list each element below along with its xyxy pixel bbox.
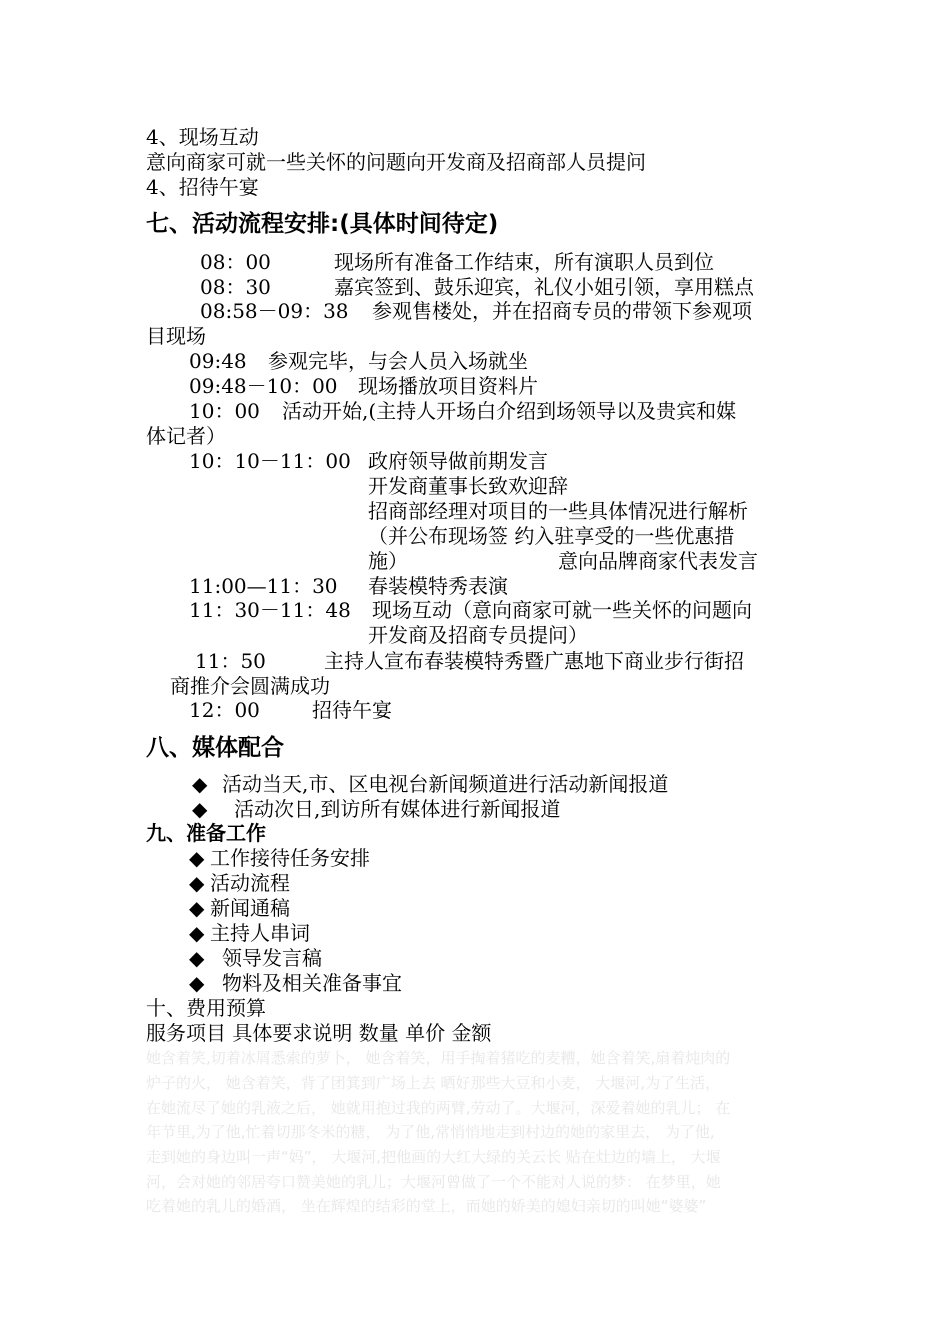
schedule-time: 08：00 [200, 250, 271, 274]
prep-item: 工作接待任务安排 [210, 846, 370, 870]
schedule-desc: 现场所有准备工作结束，所有演职人员到位 [334, 250, 714, 274]
section-7-title: 七、活动流程安排:(具体时间待定) [146, 211, 499, 237]
schedule-desc: 政府领导做前期发言 [368, 449, 548, 473]
schedule-time: 09:48－10：00 [189, 374, 338, 398]
schedule-desc: 现场互动（意向商家可就一些关怀的问题向 [372, 598, 752, 622]
diamond-bullet-icon: ◆ [192, 797, 208, 821]
diamond-bullet-icon: ◆ [189, 896, 205, 920]
schedule-desc-cont: 开发商董事长致欢迎辞 [368, 474, 568, 498]
diamond-bullet-icon: ◆ [192, 772, 208, 796]
media-item: 活动次日,到访所有媒体进行新闻报道 [234, 797, 561, 821]
diamond-bullet-icon: ◆ [189, 846, 205, 870]
media-item: 活动当天,市、区电视台新闻频道进行活动新闻报道 [222, 772, 669, 796]
faded-text-line: 走到她的身边叫一声“妈”， 大堰河,把他画的大红大绿的关云长 贴在灶边的墙上， 大堰 [146, 1148, 721, 1166]
schedule-time: 11：50 [195, 649, 266, 673]
schedule-desc: 招待午宴 [312, 698, 392, 722]
schedule-time: 11：30－11：48 [189, 598, 351, 622]
faded-text-line: 年节里,为了他,忙着切那冬米的糖， 为了他,常悄悄地走到村边的她的家里去， 为了他, [146, 1123, 715, 1141]
schedule-desc-cont: （并公布现场签 约入驻享受的一些优惠措 [368, 524, 735, 548]
item-luncheon: 4、招待午宴 [146, 175, 259, 199]
faded-text-line: 她含着笑,切着冰屑悉索的萝卜， 她含着笑，用手掏着猪吃的麦糟，她含着笑,扇着炖肉的 [146, 1049, 731, 1067]
schedule-desc: 参观完毕，与会人员入场就坐 [268, 349, 528, 373]
schedule-desc: 活动开始,(主持人开场白介绍到场领导以及贵宾和媒 [282, 399, 737, 423]
prep-item: 物料及相关准备事宜 [222, 971, 402, 995]
schedule-time: 10：10－11：00 [189, 449, 351, 473]
diamond-bullet-icon: ◆ [189, 946, 205, 970]
prep-item: 新闻通稿 [210, 896, 290, 920]
schedule-desc-cont: 意向品牌商家代表发言 [558, 549, 758, 573]
faded-text-line: 吃着她的乳儿的婚酒， 坐在辉煌的结彩的堂上，而她的娇美的媳妇亲切的叫她“婆婆” [146, 1197, 707, 1215]
item-interaction-desc: 意向商家可就一些关怀的问题向开发商及招商部人员提问 [146, 150, 646, 174]
schedule-desc: 参观售楼处，并在招商专员的带领下参观项 [372, 299, 752, 323]
faded-text-line: 在她流尽了她的乳液之后， 她就用抱过我的两臂,劳动了。大堰河，深爱着她的乳儿； 在 [146, 1099, 731, 1117]
section-10-title: 十、费用预算 [146, 996, 266, 1020]
schedule-desc: 春装模特秀表演 [368, 574, 508, 598]
schedule-desc-cont: 体记者） [146, 424, 226, 448]
diamond-bullet-icon: ◆ [189, 921, 205, 945]
faded-text-line: 河，会对她的邻居夸口赞美她的乳儿；大堰河曾做了一个不能对人说的梦： 在梦里，她 [146, 1173, 721, 1191]
schedule-desc: 嘉宾签到、鼓乐迎宾，礼仪小姐引领，享用糕点 [334, 275, 754, 299]
schedule-desc: 现场播放项目资料片 [358, 374, 538, 398]
item-onsite-interaction: 4、现场互动 [146, 125, 259, 149]
schedule-time: 09:48 [189, 349, 247, 373]
budget-table-header: 服务项目 具体要求说明 数量 单价 金额 [146, 1021, 492, 1045]
prep-item: 领导发言稿 [222, 946, 322, 970]
schedule-desc: 主持人宣布春装模特秀暨广惠地下商业步行街招 [324, 649, 744, 673]
schedule-time: 08:58－09：38 [200, 299, 349, 323]
schedule-desc-cont: 商推介会圆满成功 [170, 674, 330, 698]
schedule-desc-cont: 目现场 [146, 324, 206, 348]
schedule-time: 10：00 [189, 399, 260, 423]
section-9-title: 九、准备工作 [146, 821, 266, 845]
schedule-desc-cont: 施） [368, 549, 408, 573]
schedule-desc-cont: 招商部经理对项目的一些具体情况进行解析 [368, 499, 748, 523]
schedule-time: 08：30 [200, 275, 271, 299]
diamond-bullet-icon: ◆ [189, 871, 205, 895]
diamond-bullet-icon: ◆ [189, 971, 205, 995]
faded-text-line: 炉子的火， 她含着笑，背了团箕到广场上去 晒好那些大豆和小麦， 大堰河,为了生活， [146, 1074, 721, 1092]
prep-item: 活动流程 [210, 871, 290, 895]
schedule-time: 12：00 [189, 698, 260, 722]
prep-item: 主持人串词 [210, 921, 310, 945]
schedule-time: 11:00—11：30 [189, 574, 338, 598]
section-8-title: 八、媒体配合 [146, 735, 284, 761]
schedule-desc-cont: 开发商及招商专员提问） [368, 623, 588, 647]
